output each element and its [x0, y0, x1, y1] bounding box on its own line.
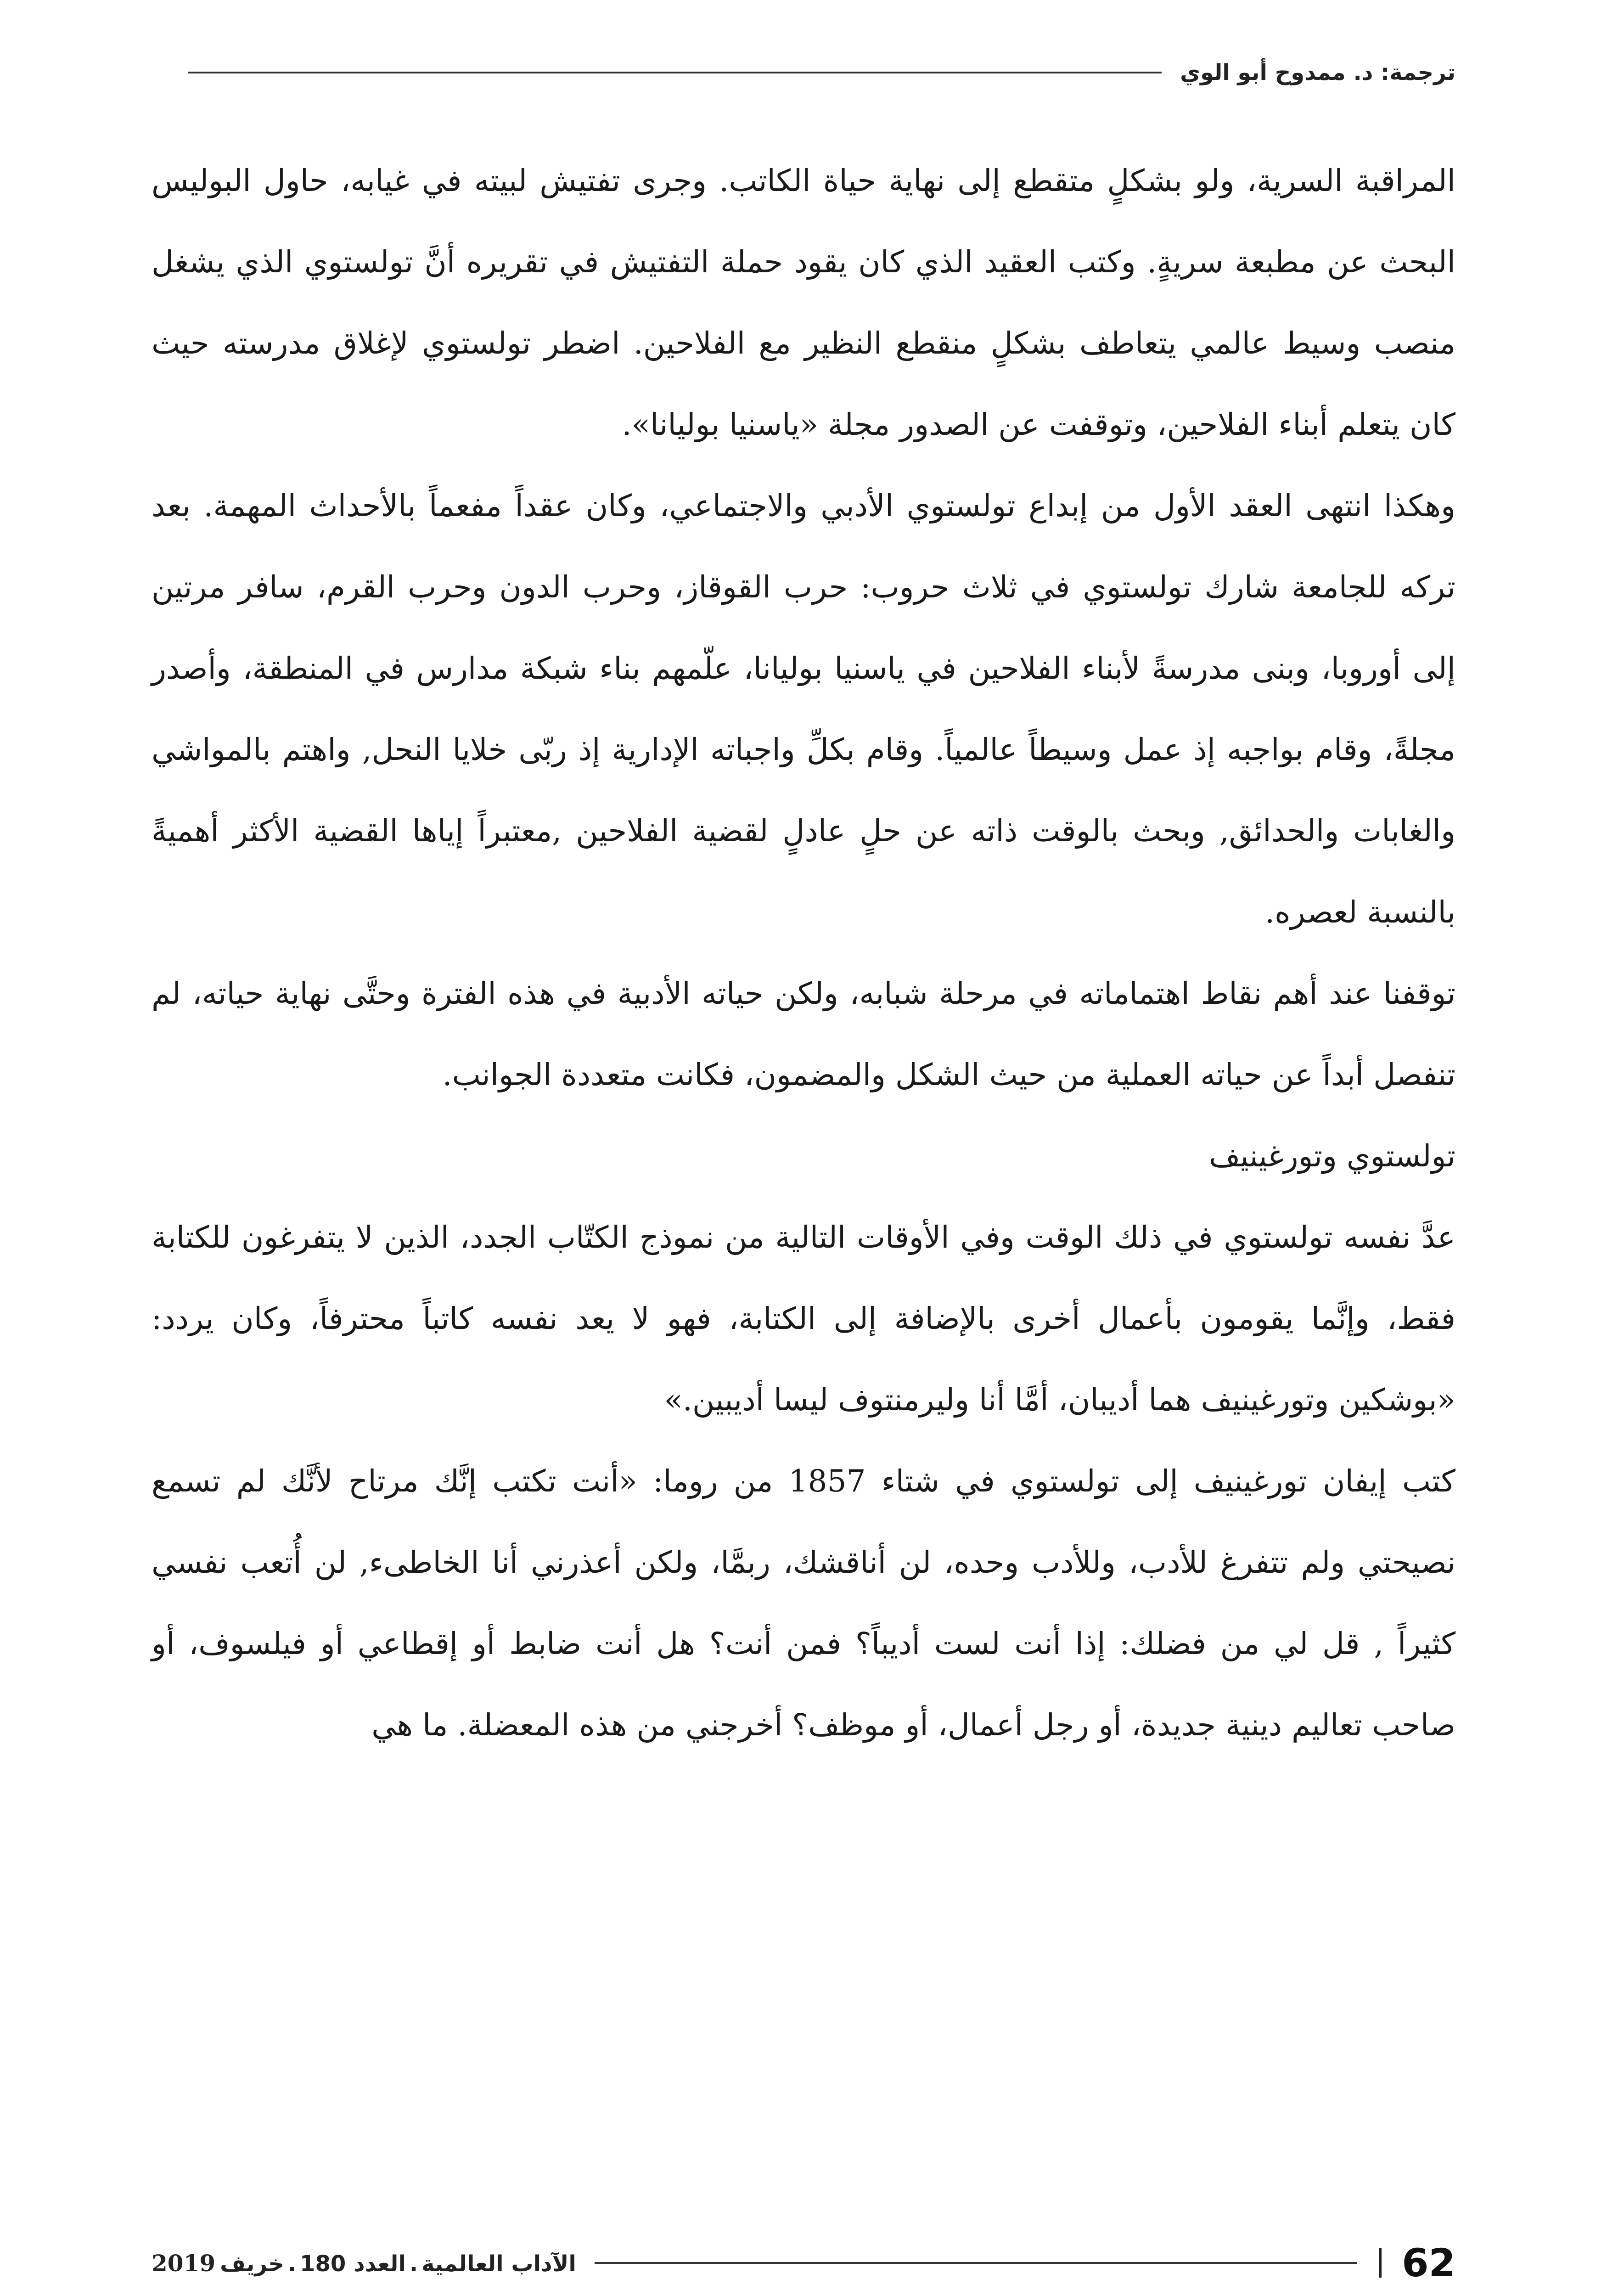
journal-season: خريف — [220, 2251, 284, 2277]
page-number: 62 — [1402, 2240, 1455, 2285]
journal-info: الآداب العالمية.العدد 180.خريف2019 — [152, 2249, 576, 2277]
page-footer — [152, 2235, 1455, 2290]
footer-vertical-bar — [1379, 2248, 1382, 2278]
running-header — [152, 54, 1455, 91]
translator-credit: ترجمة: د. ممدوح أبو الوي — [1180, 60, 1455, 85]
paragraph-2: وهكذا انتهى العقد الأول من إبداع تولستوي الأدبي والاجتماعي، وكان عقداً مفعماً بالأحداث المهمة. بعد تركه للجامعة شارك تولستوي في ثلاث حروب: حرب القوقاز، وحرب الدون وحرب القرم، سافر مرتين إلى أوروبا، وبنى مدرسةً لأبناء الفلاحين في ياسنيا بوليانا، علّمهم بناء شبكة مدارس في المنطقة، وأصدر مجلةً، وقام بواجبه إذ عمل وسيطاً عالمياً. وقام بكلِّ واجباته الإدارية إذ ربّى خلايا النحل, واهتم بالمواشي والغابات والحدائق, وبحث بالوقت ذاته عن حلٍ عادلٍ لقضية الفلاحين ,معتبراً إياها القضية الأكثر أهميةً بالنسبة لعصره. — [152, 488, 1455, 930]
header-rule — [188, 72, 1162, 73]
paragraph-5: كتب إيفان تورغينيف إلى تولستوي في شتاء 1857 من روما: «أنت تكتب إنَّك مرتاح لأنَّك لم تسمع نصيحتي ولم تتفرغ للأدب، وللأدب وحده، لن أناقشك، ربمَّا، ولكن أعذرني أنا الخاطىء, لن أُتعب نفسي كثيراً , قل لي من فضلك: إذا أنت لست أديباً؟ فمن أنت؟ هل أنت ضابط أو إقطاعي أو فيلسوف، أو صاحب تعاليم دينية جديدة، أو رجل أعمال، أو موظف؟ أخرجني من هذه المعضلة. ما هي — [152, 1463, 1455, 1743]
paragraph-3: توقفنا عند أهم نقاط اهتماماته في مرحلة شبابه، ولكن حياته الأدبية في هذه الفترة وحتَّى نهاية حياته، لم تنفصل أبداً عن حياته العملية من حيث الشكل والمضمون، فكانت متعددة الجوانب. — [152, 976, 1455, 1092]
journal-year: 2019 — [152, 2249, 216, 2277]
section-heading: تولستوي وتورغينيف — [1209, 1138, 1455, 1174]
journal-name: الآداب العالمية — [421, 2251, 576, 2277]
paragraph-1: المراقبة السرية، ولو بشكلٍ متقطع إلى نهاية حياة الكاتب. وجرى تفتيش لبيته في غيابه، حاول البوليس البحث عن مطبعة سريةٍ. وكتب العقيد الذي كان يقود حملة التفتيش في تقريره أنَّ تولستوي الذي يشغل منصب وسيط عالمي يتعاطف بشكلٍ منقطع النظير مع الفلاحين. اضطر تولستوي لإغلاق مدرسته حيث كان يتعلم أبناء الفلاحين، وتوقفت عن الصدور مجلة «ياسنيا بوليانا». — [152, 163, 1455, 442]
paragraph-4: عدَّ نفسه تولستوي في ذلك الوقت وفي الأوقات التالية من نموذج الكتّاب الجدد، الذين لا يتفرغون للكتابة فقط، وإنَّما يقومون بأعمال أخرى بالإضافة إلى الكتابة، فهو لا يعد نفسه كاتباً محترفاً، وكان يردد: «بوشكين وتورغينيف هما أديبان، أمَّا أنا وليرمنتوف ليسا أديبين.» — [152, 1220, 1455, 1418]
footer-rule — [595, 2262, 1357, 2264]
journal-issue: العدد 180 — [300, 2251, 406, 2277]
article-body — [152, 140, 1455, 1766]
